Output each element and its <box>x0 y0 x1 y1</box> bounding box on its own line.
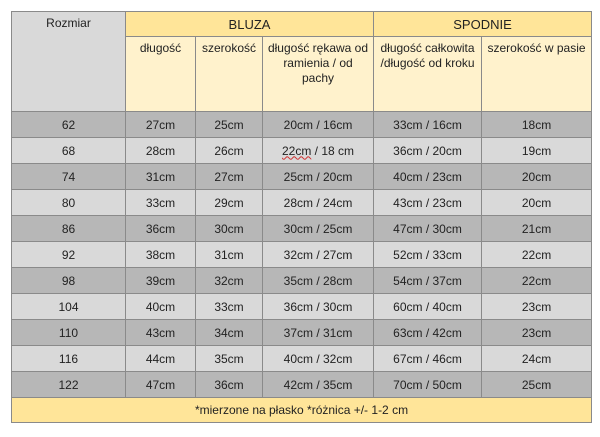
cell-rekaw: 20cm / 16cm <box>263 112 374 138</box>
size-table <box>11 11 592 423</box>
cell-rekaw: 42cm / 35cm <box>263 372 374 398</box>
cell-pas: 22cm <box>482 242 592 268</box>
cell-pas: 22cm <box>482 268 592 294</box>
cell-dlugosc: 39cm <box>126 268 196 294</box>
cell-calkowita: 43cm / 23cm <box>374 190 482 216</box>
table-row <box>12 346 592 372</box>
cell-rekaw: 37cm / 31cm <box>263 320 374 346</box>
cell-pas: 18cm <box>482 112 592 138</box>
header-bluza: BLUZA <box>126 12 374 37</box>
cell-pas: 25cm <box>482 372 592 398</box>
cell-size: 86 <box>12 216 126 242</box>
size-chart <box>11 11 592 423</box>
header-dlugosc-calkowita: długość całkowita /długość od kroku <box>374 37 482 112</box>
cell-rekaw <box>263 138 374 164</box>
cell-rekaw: 30cm / 25cm <box>263 216 374 242</box>
cell-calkowita: 52cm / 33cm <box>374 242 482 268</box>
header-szerokosc-w-pasie: szerokość w pasie <box>482 37 592 112</box>
table-row <box>12 268 592 294</box>
header-size: Rozmiar <box>12 12 126 112</box>
cell-szerokosc: 36cm <box>196 372 263 398</box>
cell-rekaw: 25cm / 20cm <box>263 164 374 190</box>
cell-calkowita: 40cm / 23cm <box>374 164 482 190</box>
cell-dlugosc: 47cm <box>126 372 196 398</box>
cell-szerokosc: 33cm <box>196 294 263 320</box>
header-row-groups <box>12 12 592 37</box>
cell-pas: 20cm <box>482 190 592 216</box>
header-dlugosc-rekawa: długość rękawa od ramienia / od pachy <box>263 37 374 112</box>
cell-calkowita: 70cm / 50cm <box>374 372 482 398</box>
cell-size: 68 <box>12 138 126 164</box>
cell-rekaw: 40cm / 32cm <box>263 346 374 372</box>
cell-dlugosc: 36cm <box>126 216 196 242</box>
cell-size: 62 <box>12 112 126 138</box>
cell-rekaw-spellcheck-part: 22cm <box>281 143 312 158</box>
footer-note: *mierzone na płasko *różnica +/- 1-2 cm <box>12 398 592 423</box>
cell-dlugosc: 38cm <box>126 242 196 268</box>
cell-pas: 23cm <box>482 320 592 346</box>
cell-szerokosc: 26cm <box>196 138 263 164</box>
cell-calkowita: 33cm / 16cm <box>374 112 482 138</box>
cell-pas: 19cm <box>482 138 592 164</box>
cell-szerokosc: 25cm <box>196 112 263 138</box>
cell-size: 116 <box>12 346 126 372</box>
cell-szerokosc: 29cm <box>196 190 263 216</box>
cell-size: 74 <box>12 164 126 190</box>
cell-dlugosc: 40cm <box>126 294 196 320</box>
cell-calkowita: 63cm / 42cm <box>374 320 482 346</box>
cell-rekaw: 35cm / 28cm <box>263 268 374 294</box>
table-row <box>12 112 592 138</box>
cell-pas: 20cm <box>482 164 592 190</box>
cell-size: 98 <box>12 268 126 294</box>
cell-size: 92 <box>12 242 126 268</box>
cell-rekaw: 36cm / 30cm <box>263 294 374 320</box>
cell-szerokosc: 35cm <box>196 346 263 372</box>
header-spodnie: SPODNIE <box>374 12 592 37</box>
cell-dlugosc: 33cm <box>126 190 196 216</box>
cell-size: 104 <box>12 294 126 320</box>
table-row <box>12 190 592 216</box>
cell-dlugosc: 27cm <box>126 112 196 138</box>
cell-size: 122 <box>12 372 126 398</box>
cell-dlugosc: 43cm <box>126 320 196 346</box>
cell-size: 110 <box>12 320 126 346</box>
cell-dlugosc: 31cm <box>126 164 196 190</box>
table-row <box>12 164 592 190</box>
cell-calkowita: 60cm / 40cm <box>374 294 482 320</box>
table-row <box>12 138 592 164</box>
cell-pas: 23cm <box>482 294 592 320</box>
cell-szerokosc: 31cm <box>196 242 263 268</box>
cell-szerokosc: 30cm <box>196 216 263 242</box>
table-row <box>12 320 592 346</box>
cell-calkowita: 47cm / 30cm <box>374 216 482 242</box>
cell-calkowita: 67cm / 46cm <box>374 346 482 372</box>
table-row <box>12 372 592 398</box>
header-dlugosc: długość <box>126 37 196 112</box>
cell-rekaw: 32cm / 27cm <box>263 242 374 268</box>
cell-szerokosc: 27cm <box>196 164 263 190</box>
cell-size: 80 <box>12 190 126 216</box>
table-row <box>12 242 592 268</box>
cell-pas: 21cm <box>482 216 592 242</box>
cell-szerokosc: 34cm <box>196 320 263 346</box>
cell-calkowita: 54cm / 37cm <box>374 268 482 294</box>
header-szerokosc: szerokość <box>196 37 263 112</box>
cell-rekaw: 28cm / 24cm <box>263 190 374 216</box>
cell-szerokosc: 32cm <box>196 268 263 294</box>
cell-dlugosc: 28cm <box>126 138 196 164</box>
cell-dlugosc: 44cm <box>126 346 196 372</box>
cell-calkowita: 36cm / 20cm <box>374 138 482 164</box>
table-row <box>12 216 592 242</box>
cell-rekaw-rest: / 18 cm <box>311 143 355 158</box>
cell-pas: 24cm <box>482 346 592 372</box>
table-row <box>12 294 592 320</box>
footer-row <box>12 398 592 423</box>
